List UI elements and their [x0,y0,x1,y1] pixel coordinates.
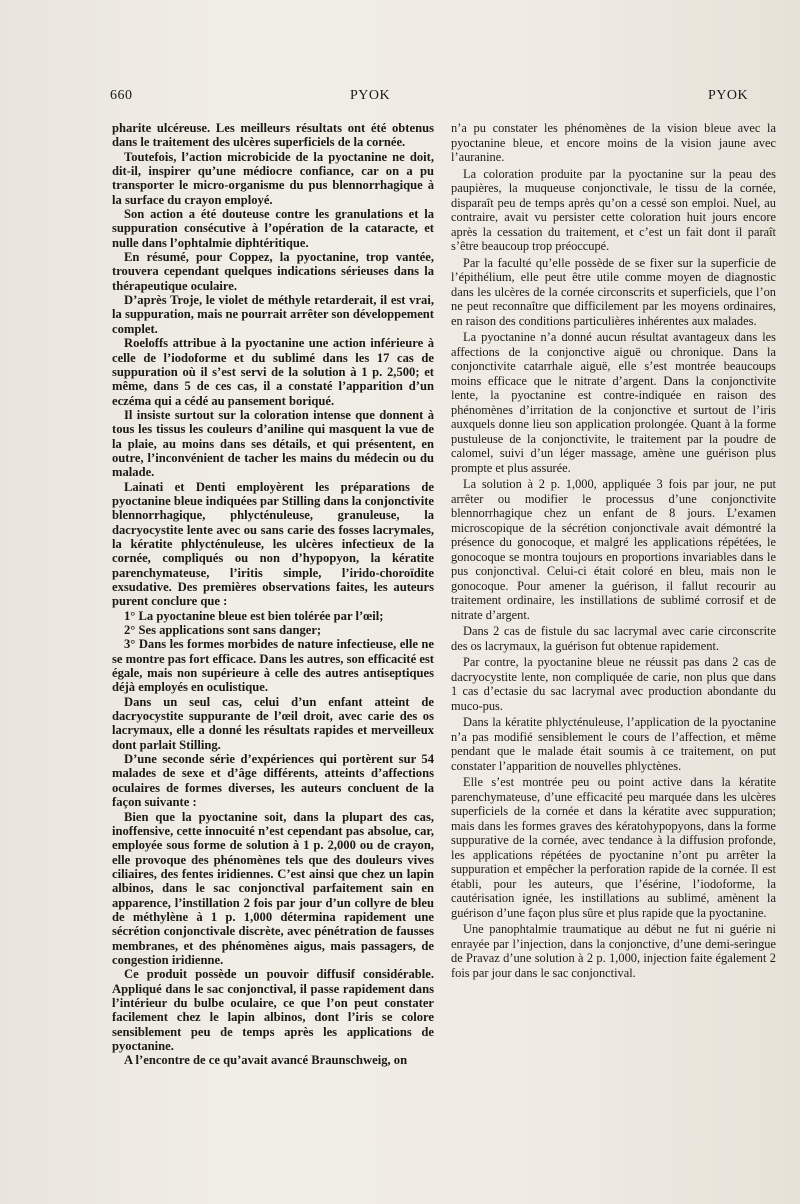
paragraph: La pyoctanine n’a donné aucun résultat avantageux dans les affections de la conjonctive aiguë ou chronique. Dans la conjonctivite catarrhale aiguë, elle s’est montrée beaucoups moins efficace que le nitrate d’argent. Dans la conjonctivite lente, la pyoctanine est contre-indiquée en raison des phénomènes d’irritation de la conjonctive et surtout de l’iris auxquels donne lieu son application prolongée. Quant à la forme pustuleuse de la conjonctivite, le traitement par la poudre de calomel, suivi d’un léger massage, amène une guérison plus prompte et plus assurée. [451,330,776,475]
paragraph: En résumé, pour Coppez, la pyoctanine, trop vantée, trouvera cependant quelques indications sérieuses dans la thérapeutique oculaire. [112,250,434,293]
page-header [110,88,800,108]
paragraph: Par la faculté qu’elle possède de se fixer sur la superficie de l’épithélium, elle peut être utile comme moyen de diagnostic dans les ulcères de la cornée circonscrits et superficiels, que l’on ne peut reconnaître que difficilement par les moyens ordinaires, en raison des conditions particulières inhérentes aux malades. [451,255,776,328]
paragraph: Une panophtalmie traumatique au début ne fut ni guérie ni enrayée par l’injection, dans la conjonctive, d’une demi-seringue de Pravaz d’une solution à 2 p. 1,000, injection faite également 2 fois par jour dans le sac conjonctival. [451,922,776,980]
paragraph: Dans la kératite phlycténuleuse, l’application de la pyoctanine n’a pas modifié sensiblement le cours de l’affection, et même pendant que le malade était soumis à ce traitement, on put constater l’apparition de nouvelles phlyctènes. [451,715,776,773]
paragraph: Ce produit possède un pouvoir diffusif considérable. Appliqué dans le sac conjonctival, il passe rapidement dans l’intérieur du bulbe oculaire, ce que l’on peut constater facilement chez le lapin albinos, dont l’iris se colore sensiblement peu de temps après les applications de pyoctanine. [112,967,434,1053]
list-item: 2° Ses applications sont sans danger; [124,623,322,638]
paragraph: La coloration produite par la pyoctanine sur la peau des paupières, la muqueuse conjonctivale, le tissu de la cornée, disparaît peu de temps après qu’on a cessé son emploi. Nuel, au contraire, avait vu persister cette coloration huit jours encore après la cessation du traitement, et c’est un fait dont il paraît s’être beaucoup trop préoccupé. [451,166,776,253]
paragraph: A l’encontre de ce qu’avait avancé Braunschweig, on [124,1053,408,1068]
paragraph: D’après Troje, le violet de méthyle retarderait, il est vrai, la suppuration, mais ne pourrait arrêter son développement complet. [112,293,434,336]
paragraph: Lainati et Denti employèrent les préparations de pyoctanine bleue indiquées par Stilling dans la conjonctivite blennorrhagique, phlycténuleuse, granuleuse, la dacryocystite lente avec ou sans carie des fosses lacrymales, la kératite phlycténuleuse, les ulcères infectieux de la cornée, compliqués ou non d’hypopyon, la kératite parenchymateuse, l’iritis simple, l’irido-choroïdite exsudative. Des premières observations faites, les auteurs purent conclure que : [112,479,435,609]
paragraph: n’a pu constater les phénomènes de la vision bleue avec la pyoctanine bleue, et encore moins de la vision jaune avec l’auranine. [451,121,776,164]
paragraph: La solution à 2 p. 1,000, appliquée 3 fois par jour, ne put arrêter ou modifier le processus d’une conjonctivite blennorrhagique chez un enfant de 8 jours. L’examen microscopique de la sécrétion conjonctivale avait démontré la présence du gonocoque, et malgré les applications répétées, le gonocoque se montra toujours en proportions invariables dans le pus conjonctival. Celui-ci était coloré en bleu, mais non le gonocoque. Pour amener la guérison, il fallut recourir au traitement ordinaire, les instillations de sublimé corrosif et de nitrate d’argent. [451,477,776,622]
list-item: 1° La pyoctanine bleue est bien tolérée par l’œil; [124,608,384,623]
right-column [451,121,776,982]
paragraph: Dans un seul cas, celui d’un enfant atteint de dacryocystite suppurante de l’œil droit, avec carie des os lacrymaux, elle a donné les résultats rapides et merveilleux dont parlait Stilling. [112,694,434,752]
paragraph: Elle s’est montrée peu ou point active dans la kératite parenchymateuse, d’une efficacité peu marquée dans les ulcères superficiels de la cornée et dans la kératite avec suppuration; mais dans les formes graves des kératohypopyons, dans la forme suppurative de la cornée, avec tendance à la diffusion profonde, les applications répétées de pyoctanine n’ont pu arrêter la suppuration et empêcher la perforation rapide de la cornée. Il est établi, pour les auteurs, que l’ésérine, l’iodoforme, la cautérisation ignée, les instillations au sublimé, amènent la guérison d’une façon plus sûre et plus rapide que la pyoctanine. [451,775,776,920]
paragraph: Roeloffs attribue à la pyoctanine une action inférieure à celle de l’iodoforme et du sublimé dans les 17 cas de suppuration où il s’est servi de la solution à 1 p. 2,500; et même, dans 5 de ces cas, il a constaté l’apparition d’un eczéma qui a cédé au pansement boriqué. [112,336,434,408]
list-item: 3° Dans les formes morbides de nature infectieuse, elle ne se montre pas fort efficace. Dans les autres, son efficacité est égale, mais non supérieure à celle des autres antiseptiques déjà employés en oculistique. [112,637,434,695]
paragraph: D’une seconde série d’expériences qui portèrent sur 54 malades de sexe et d’âge différents, atteints d’affections oculaires de formes diverses, les auteurs concluent de la façon suivante : [112,752,434,810]
paragraph: Dans 2 cas de fistule du sac lacrymal avec carie circonscrite des os lacrymaux, la guérison fut obtenue rapidement. [451,624,776,653]
paragraph: pharite ulcéreuse. Les meilleurs résultats ont été obtenus dans le traitement des ulcères superficiels de la cornée. [112,121,434,150]
page-number: 660 [110,88,133,103]
paragraph: Par contre, la pyoctanine bleue ne réussit pas dans 2 cas de dacryocystite lente, non compliquée de carie, non plus que dans 1 cas d’ectasie du sac lacrymal avec production abondante du muco-pus. [451,655,776,713]
paragraph: Toutefois, l’action microbicide de la pyoctanine ne doit, dit-il, inspirer qu’une médiocre confiance, car on a pu transporter le micro-organisme du pus blennorrhagique à la surface du crayon employé. [112,149,434,207]
paragraph: Il insiste surtout sur la coloration intense que donnent à tous les tissus les couleurs d’aniline qui masquent la vue de la plaie, au moins dans ses détails, et qui présentent, en outre, l’inconvénient de tacher les mains du médecin ou du malade. [112,407,434,480]
left-column [112,121,434,1068]
paragraph: Son action a été douteuse contre les granulations et la suppuration consécutive à l’opération de la cataracte, et nulle dans l’ophtalmie diphtéritique. [112,207,434,250]
running-title-left: PYOK [350,88,391,103]
running-title-right: PYOK [708,88,749,103]
paragraph: Bien que la pyoctanine soit, dans la plupart des cas, inoffensive, cette innocuité n’est cependant pas absolue, car, employée sous forme de solution à 1 p. 2,000 ou de crayon, elle provoque des phénomènes tels que des douleurs vives ciliaires, des fentes iridiennes. C’est ainsi que chez un lapin albinos, dans le sac conjonctival parfaitement sain en apparence, l’instillation 2 fois par jour d’un collyre de bleu de méthylène à 1 p. 1,000 détermina rapidement une sécrétion conjonctivale discrète, avec pénétration de fausses membranes, et des phénomènes aigus, mais passagers, de congestion iridienne. [112,809,434,967]
